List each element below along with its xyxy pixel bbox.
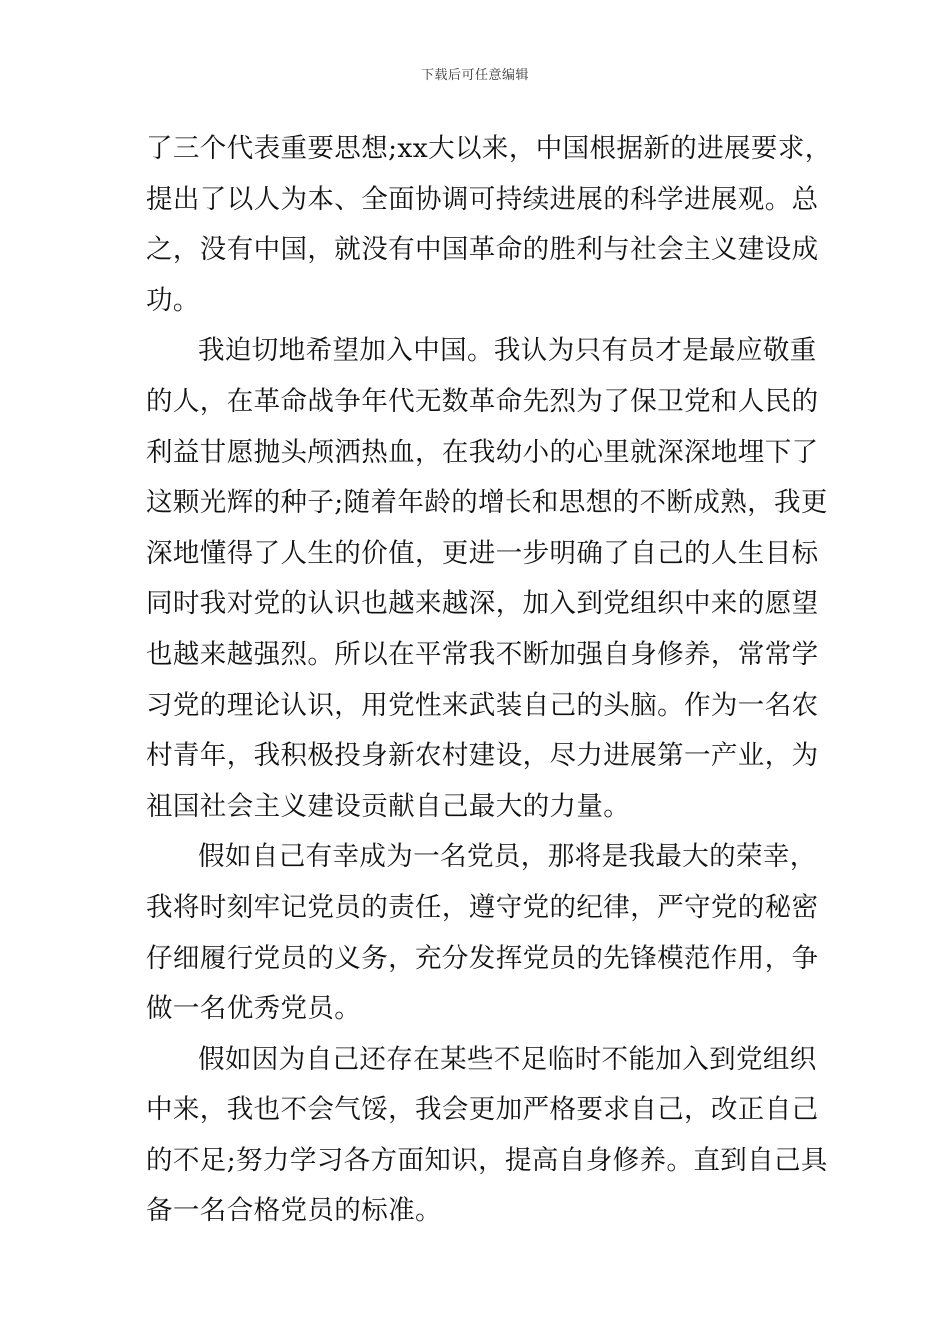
document-body [146,124,832,1237]
text-line: 中来，我也不会气馁，我会更加严格要求自己，改正自己 [146,1094,819,1126]
text-line: 的人，在革命战争年代无数革命先烈为了保卫党和人民的 [146,385,819,417]
text-line: 仔细履行党员的义务，充分发挥党员的先锋模范作用，争 [146,942,819,974]
text-line: 习党的理论认识，用党性来武装自己的头脑。作为一名农 [146,689,819,721]
text-line: 村青年，我积极投身新农村建设，尽力进展第一产业，为 [146,740,819,772]
text-line: 提出了以人为本、全面协调可持续进展的科学进展观。总 [146,183,819,215]
paragraph [146,326,828,832]
paragraph [146,124,832,326]
text-line: 我迫切地希望加入中国。我认为只有员才是最应敬重 [198,335,817,367]
paragraph [146,832,819,1034]
text-line: 之，没有中国，就没有中国革命的胜利与社会主义建设成 [146,234,819,266]
text-line: 也越来越强烈。所以在平常我不断加强自身修养，常常学 [146,638,819,670]
text-line: 深地懂得了人生的价值，更进一步明确了自己的人生目标 [146,537,819,569]
text-line: 的不足;努力学习各方面知识，提高自身修养。直到自己具 [146,1144,828,1176]
text-line: 同时我对党的认识也越来越深，加入到党组织中来的愿望 [146,588,819,620]
text-line: 我将时刻牢记党员的责任，遵守党的纪律，严守党的秘密 [146,891,819,923]
text-line: 利益甘愿抛头颅洒热血，在我幼小的心里就深深地埋下了 [146,436,819,468]
paragraph [146,1035,828,1237]
text-line: 做一名优秀党员。 [146,993,362,1025]
text-line: 假如自己有幸成为一名党员，那将是我最大的荣幸， [198,841,817,873]
text-line: 这颗光辉的种子;随着年龄的增长和思想的不断成熟，我更 [146,487,828,519]
text-line: 备一名合格党员的标准。 [146,1195,442,1227]
text-line: 功。 [146,284,200,316]
page-header: 下载后可任意编辑 [420,68,529,83]
text-line: 了三个代表重要思想;xx大以来，中国根据新的进展要求， [146,133,832,164]
text-line: 假如因为自己还存在某些不足临时不能加入到党组织 [198,1043,817,1075]
text-line: 祖国社会主义建设贡献自己最大的力量。 [146,790,631,822]
